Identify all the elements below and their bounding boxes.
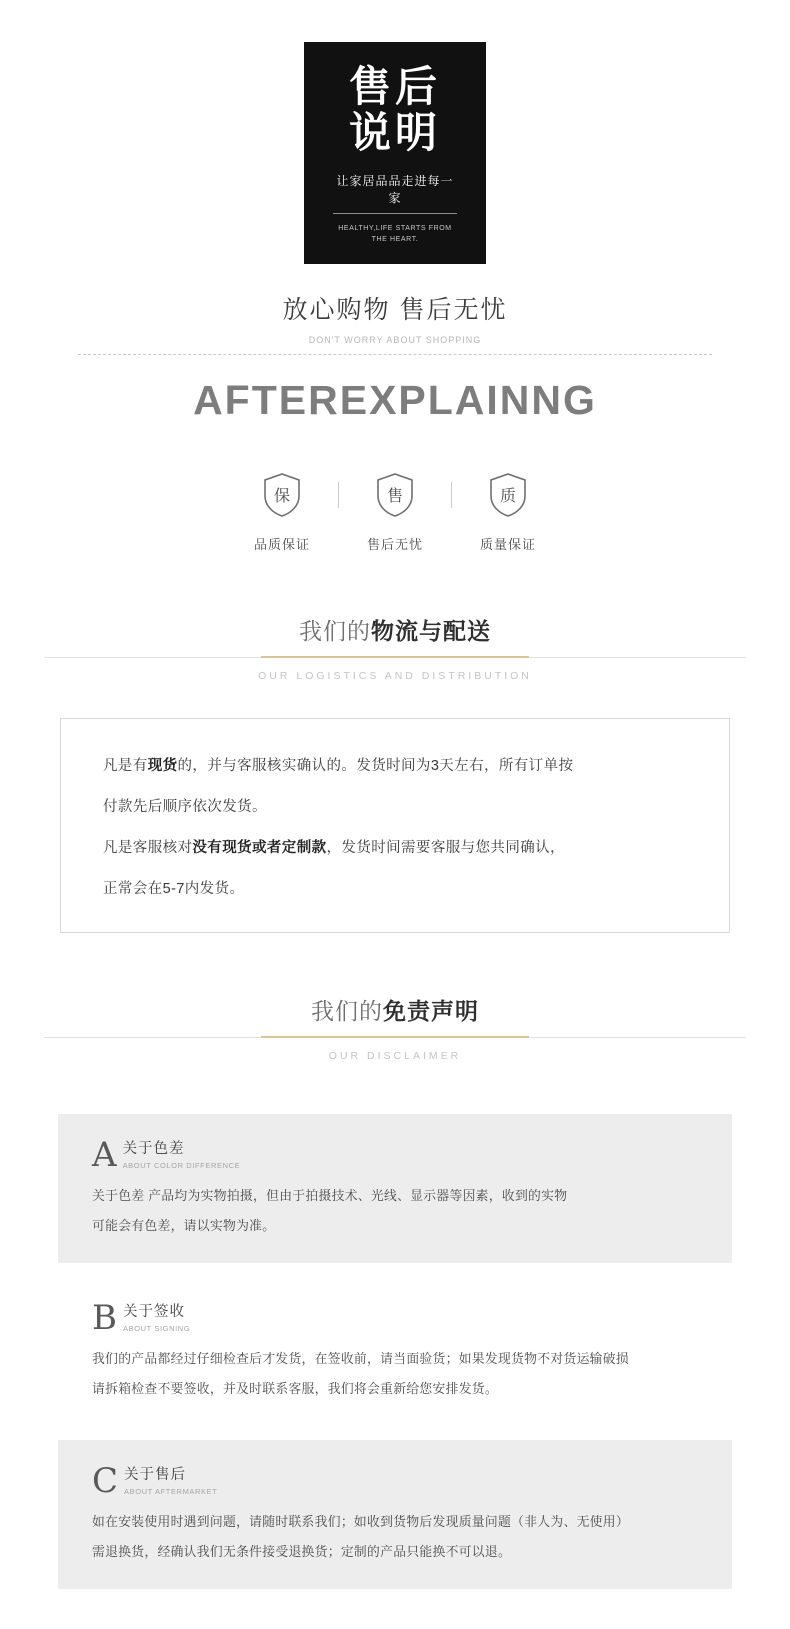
disclaimer-heading-underline <box>261 1036 529 1038</box>
logistics-section-heading <box>0 613 790 682</box>
logistics-heading-bold: 物流与配送 <box>371 618 491 644</box>
hero-title-line-2: 说明 <box>348 108 441 157</box>
disclaimer-title-cn: 关于色差 <box>122 1141 185 1157</box>
disclaimer-item-header <box>92 1135 700 1175</box>
badge-quality-guarantee <box>452 472 564 553</box>
disclaimer-letter: B <box>92 1298 117 1338</box>
dashed-divider <box>78 354 712 355</box>
hero-subtitle: 让家居品品走进每一家 <box>333 172 457 214</box>
disclaimer-letter: A <box>92 1135 117 1175</box>
disclaimer-body-line: 可能会有色差，请以实物为准。 <box>92 1218 276 1233</box>
shield-icon <box>262 472 302 518</box>
slogan-english: DON'T WORRY ABOUT SHOPPING <box>308 335 482 345</box>
shield-icon <box>488 472 528 518</box>
slogan-chinese: 放心购物 售后无忧 <box>282 296 508 324</box>
disclaimer-title-en: ABOUT SIGNING <box>123 1324 191 1333</box>
disclaimer-body-line: 关于色差 产品均为实物拍摄，但由于拍摄技术、光线、显示器等因素，收到的实物 <box>92 1188 568 1203</box>
disclaimer-heading-text <box>311 993 479 1036</box>
disclaimer-item-header <box>92 1298 700 1338</box>
logistics-emphasis-instock: 现货 <box>147 758 178 774</box>
disclaimer-items <box>0 1114 790 1589</box>
disclaimer-body-line: 如在安装使用时遇到问题，请随时联系我们；如收到货物后发现质量问题（非人为、无使用） <box>92 1514 629 1529</box>
hero-english-tagline: HEALTHY,LIFE STARTS FROM THE HEART. <box>338 225 452 243</box>
svg-text:质: 质 <box>499 486 517 505</box>
badge-quality-assurance <box>226 472 338 553</box>
disclaimer-item-aftermarket <box>58 1440 732 1589</box>
big-english-heading: AFTEREXPLAINNG <box>193 377 597 423</box>
hero-title-line-1: 售后 <box>348 62 441 111</box>
disclaimer-title-cn: 关于售后 <box>124 1467 187 1483</box>
svg-text:售: 售 <box>386 486 404 505</box>
shield-icon <box>375 472 415 518</box>
logistics-info-box <box>60 718 730 933</box>
disclaimer-title-en: ABOUT COLOR DIFFERENCE <box>122 1161 241 1170</box>
disclaimer-body-line: 请拆箱检查不要签收，并及时联系客服，我们将会重新给您安排发货。 <box>92 1381 499 1396</box>
disclaimer-body-line: 需退换货，经确认我们无条件接受退换货；定制的产品只能换不可以退。 <box>92 1544 512 1559</box>
disclaimer-title-cn: 关于签收 <box>123 1304 185 1320</box>
disclaimer-body-line: 我们的产品都经过仔细检查后才发货，在签收前，请当面验货；如果发现货物不对货运输破损 <box>92 1351 629 1366</box>
disclaimer-item-header <box>92 1461 700 1501</box>
badge-after-sales <box>339 472 451 553</box>
logistics-line-3: 凡是客服核对没有现货或者定制款，发货时间需要客服与您共同确认， <box>103 840 565 856</box>
logistics-heading-english: OUR LOGISTICS AND DISTRIBUTION <box>258 670 532 682</box>
disclaimer-letter: C <box>92 1461 119 1501</box>
badge-label: 品质保证 <box>253 537 310 552</box>
guarantee-badges <box>0 472 790 553</box>
disclaimer-body <box>92 1510 700 1563</box>
hero-black-card <box>304 42 486 264</box>
disclaimer-item-color-difference <box>58 1114 732 1263</box>
logistics-line-4: 正常会在5-7内发货。 <box>103 881 245 897</box>
disclaimer-heading-english: OUR DISCLAIMER <box>328 1050 462 1062</box>
disclaimer-heading-light: 我们的 <box>311 998 383 1024</box>
svg-text:保: 保 <box>273 486 291 505</box>
logistics-heading-text <box>299 613 491 656</box>
logistics-heading-light: 我们的 <box>299 618 371 644</box>
logistics-emphasis-custom: 没有现货或者定制款 <box>192 840 327 856</box>
badge-label: 质量保证 <box>479 537 536 552</box>
disclaimer-item-signing <box>58 1277 732 1426</box>
disclaimer-body <box>92 1184 700 1237</box>
logistics-line-1: 凡是有现货的，并与客服核实确认的。发货时间为3天左右，所有订单按 <box>103 758 574 774</box>
disclaimer-title-en: ABOUT AFTERMARKET <box>124 1487 218 1496</box>
logistics-heading-underline <box>261 656 529 658</box>
disclaimer-section-heading <box>0 993 790 1062</box>
logistics-line-2: 付款先后顺序依次发货。 <box>103 799 267 815</box>
disclaimer-heading-bold: 免责声明 <box>383 998 479 1024</box>
badge-label: 售后无忧 <box>366 537 423 552</box>
disclaimer-body <box>92 1347 700 1400</box>
hero-section <box>0 0 790 264</box>
